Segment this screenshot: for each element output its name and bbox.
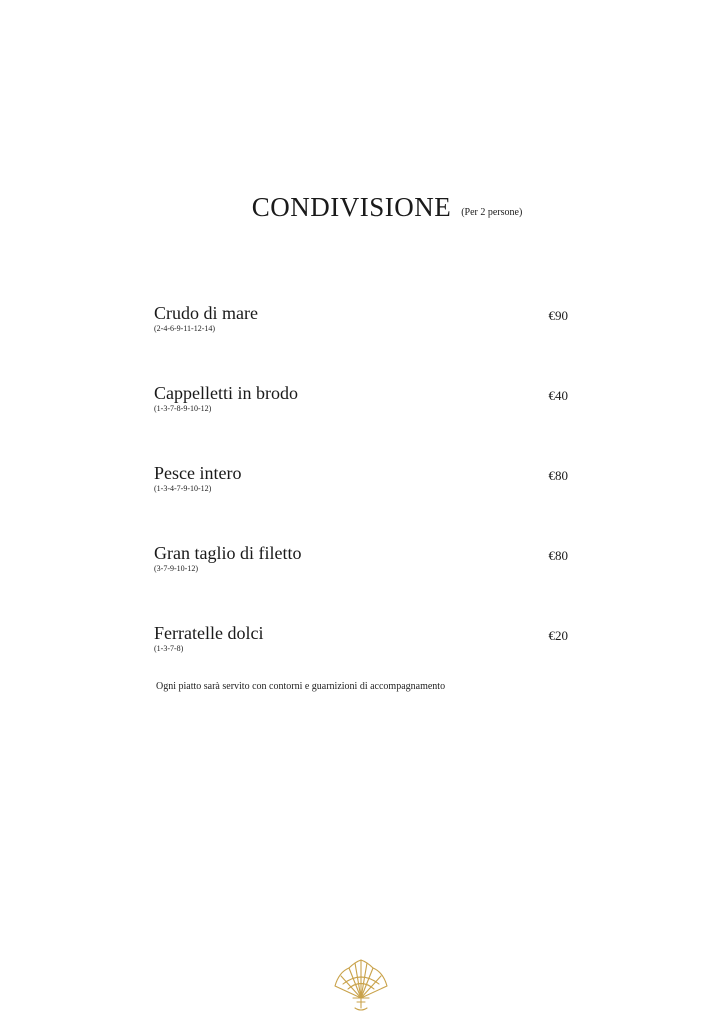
- item-price: €20: [548, 628, 568, 643]
- item-price: €80: [548, 468, 568, 483]
- page-title: CONDIVISIONE: [251, 192, 452, 222]
- item-name: Gran taglio di filetto: [154, 543, 302, 563]
- menu-note: Ogni piatto sarà servito con contorni e guarnizioni di accompagnamento: [156, 681, 446, 692]
- item-price: €80: [548, 548, 568, 563]
- menu-list: [154, 303, 568, 703]
- menu-item: [154, 543, 568, 623]
- item-allergens: (2-4-6-9-11-12-14): [154, 324, 216, 333]
- menu-item: [154, 303, 568, 383]
- page-subtitle: (Per 2 persone): [461, 207, 523, 218]
- shell-logo-svg: [331, 958, 391, 1014]
- item-name: Ferratelle dolci: [154, 623, 264, 643]
- item-allergens: (1-3-4-7-9-10-12): [154, 484, 212, 493]
- menu-item: [154, 383, 568, 463]
- item-price: €40: [548, 388, 568, 403]
- item-allergens: (1-3-7-8-9-10-12): [154, 404, 212, 413]
- menu-item: [154, 463, 568, 543]
- item-allergens: (3-7-9-10-12): [154, 564, 198, 573]
- item-price: €90: [548, 308, 568, 323]
- item-allergens: (1-3-7-8): [154, 644, 184, 653]
- item-name: Pesce intero: [154, 463, 242, 483]
- item-name: Crudo di mare: [154, 303, 258, 323]
- page-header: [0, 192, 724, 223]
- shell-icon: [331, 958, 391, 1014]
- item-name: Cappelletti in brodo: [154, 383, 298, 403]
